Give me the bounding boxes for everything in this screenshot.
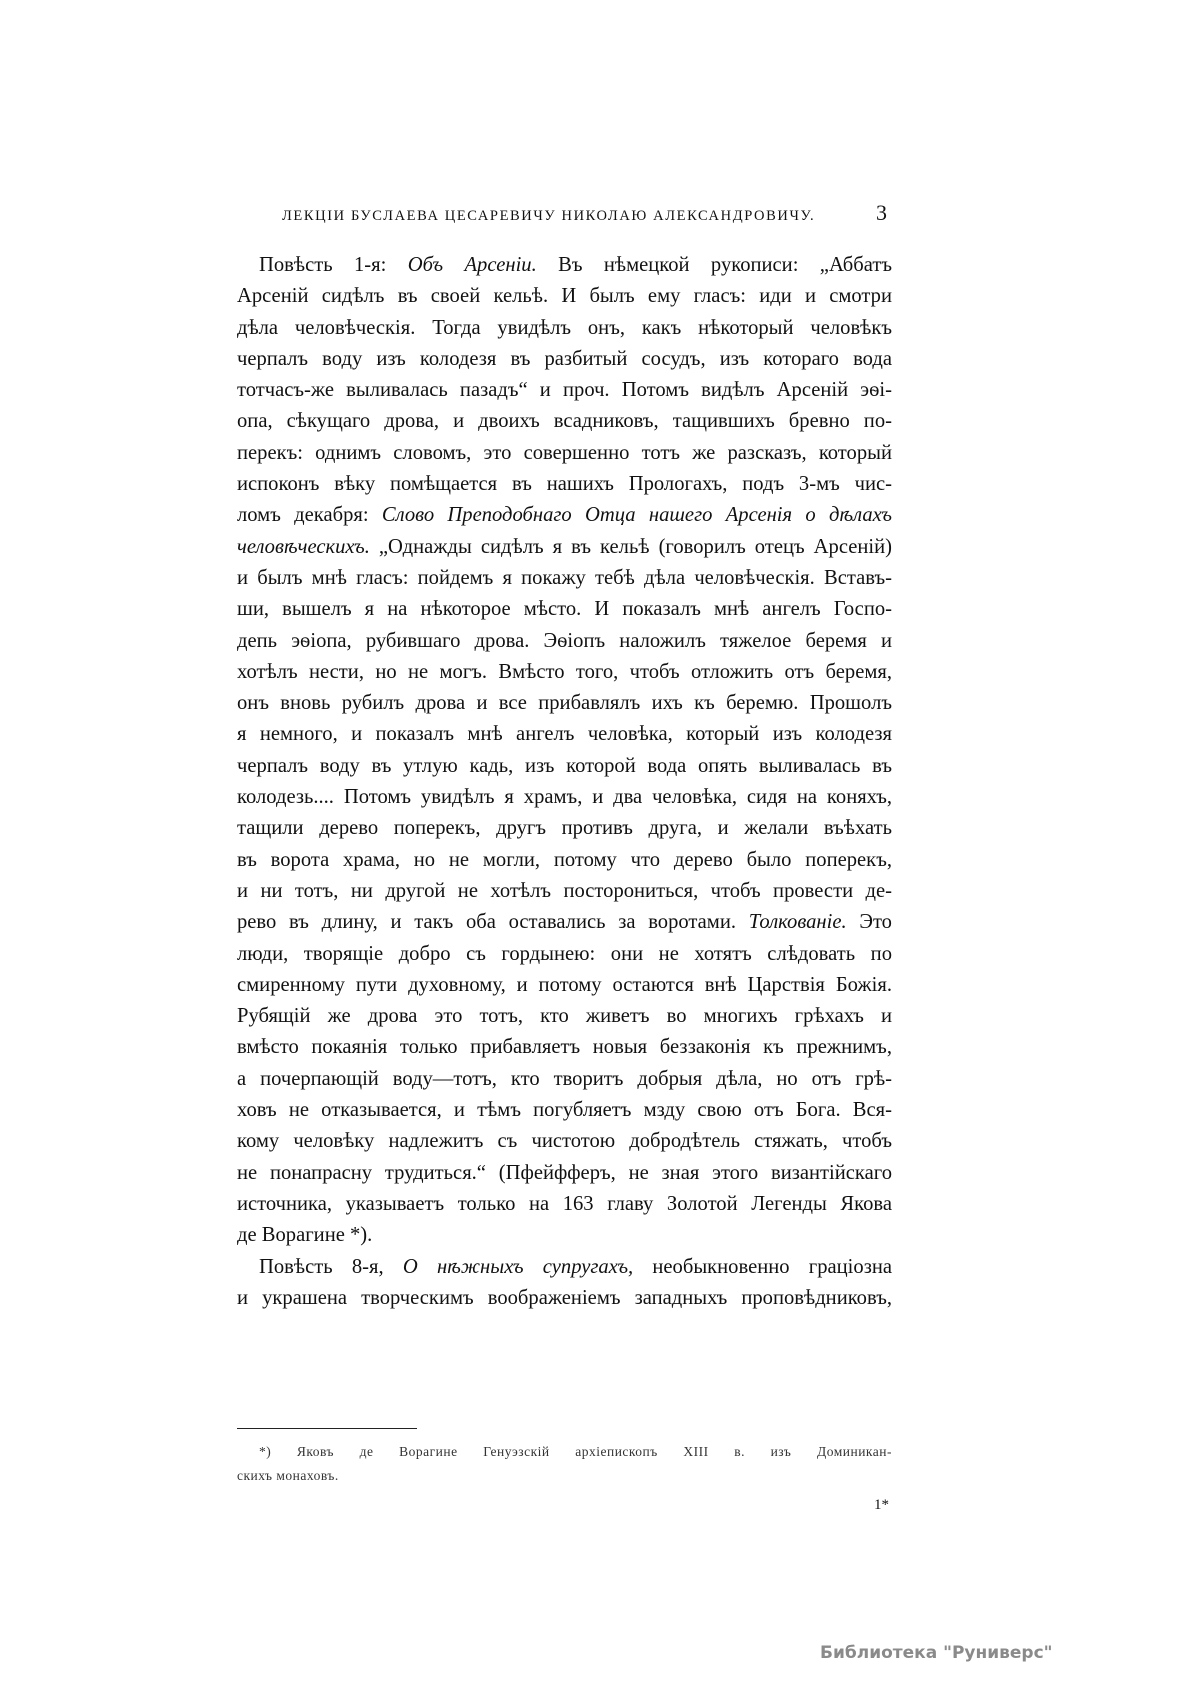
- text-line: [237, 1283, 892, 1314]
- text-line: [237, 907, 892, 938]
- line-text: а почерпающій воду—тотъ, кто творитъ добрыя дѣла, но отъ грѣ-: [237, 1067, 892, 1090]
- text-line: [237, 532, 892, 563]
- text-line: [237, 1189, 892, 1220]
- line-text: не понапрасну трудиться.“ (Пфейфферъ, не зная этого византійскаго: [237, 1161, 892, 1184]
- line-text: „Однажды сидѣлъ я въ кельѣ (говорилъ отецъ Арсеній): [369, 535, 892, 558]
- text-line: [237, 1126, 892, 1157]
- text-line: [237, 751, 892, 782]
- line-text: черпалъ воду въ утлую кадь, изъ которой вода опять выливалась въ: [237, 754, 892, 777]
- line-text: хотѣлъ нести, но не могъ. Вмѣсто того, чтобъ отложить отъ беремя,: [237, 660, 892, 683]
- text-line: [237, 1252, 892, 1283]
- line-text: необыкновенно граціозна: [633, 1255, 893, 1278]
- italic-title: человѣческихъ.: [237, 535, 370, 558]
- footnote: [237, 1440, 892, 1488]
- text-line: [237, 939, 892, 970]
- text-line: [237, 1220, 892, 1251]
- text-line: [237, 876, 892, 907]
- line-text: испоконъ вѣку помѣщается въ нашихъ Прологахъ, подъ 3-мъ чис-: [237, 473, 892, 496]
- line-text: ховъ не отказывается, и тѣмъ погубляетъ мзду свою отъ Бога. Вся-: [237, 1099, 892, 1122]
- text-line: [237, 375, 892, 406]
- text-line: [237, 1064, 892, 1095]
- line-text: Рубящій же дрова это тотъ, кто живетъ во многихъ грѣхахъ и: [237, 1005, 892, 1028]
- text-line: [237, 782, 892, 813]
- text-line: [237, 563, 892, 594]
- line-text: я немного, и показалъ мнѣ ангелъ человѣка, который изъ колодезя: [237, 723, 892, 746]
- text-line: [237, 469, 892, 500]
- line-text: онъ вновь рубилъ дрова и все прибавлялъ ихъ къ беремю. Прошолъ: [237, 692, 892, 715]
- line-text: Въ нѣмецкой рукописи: „Аббатъ: [536, 254, 892, 276]
- line-text: Повѣсть 8-я,: [259, 1255, 403, 1278]
- text-line: [237, 626, 892, 657]
- line-text: и украшена творческимъ воображеніемъ западныхъ проповѣдниковъ,: [237, 1286, 892, 1309]
- line-text: источника, указываетъ только на 163 главу Золотой Легенды Якова: [237, 1192, 892, 1215]
- line-text: депь эѳіопа, рубившаго дрова. Эѳіопъ наложилъ тяжелое беремя и: [237, 629, 892, 652]
- page-number: 3: [876, 200, 887, 225]
- footnote-line: *) Яковъ де Ворагине Генуэзскій архіепископъ XIII в. изъ Доминикан-: [259, 1444, 892, 1459]
- text-line: [237, 250, 892, 281]
- line-text: рево въ длину, и такъ оба оставались за воротами.: [237, 911, 749, 934]
- line-text: и ни тотъ, ни другой не хотѣлъ посторониться, чтобъ провести де-: [237, 879, 892, 902]
- line-text: люди, творящіе добро съ гордынею: они не хотятъ слѣдовать по: [237, 942, 892, 965]
- text-line: [237, 594, 892, 625]
- footnote-divider: [237, 1428, 417, 1429]
- library-watermark: Библиотека "Руниверс": [820, 1643, 1053, 1663]
- text-line: [237, 813, 892, 844]
- line-text: вмѣсто покаянія только прибавляетъ новыя беззаконія къ прежнимъ,: [237, 1036, 892, 1059]
- text-line: [237, 313, 892, 344]
- italic-title: Толкованіе.: [748, 911, 847, 934]
- line-text: и былъ мнѣ гласъ: пойдемъ я покажу тебѣ дѣла человѣческія. Вставъ-: [237, 566, 892, 589]
- line-text: ши, вышелъ я на нѣкоторое мѣсто. И показалъ мнѣ ангелъ Госпо-: [237, 598, 892, 621]
- line-text: ломъ декабря:: [237, 504, 382, 527]
- italic-title: О нѣжныхъ супругахъ,: [402, 1255, 634, 1278]
- text-line: [237, 438, 892, 469]
- text-line: [237, 1001, 892, 1032]
- italic-title: Слово Преподобнаго Отца нашего Арсенія о дѣлахъ: [381, 504, 892, 527]
- line-text: черпалъ воду изъ колодезя въ разбитый сосудъ, изъ котораго вода: [237, 347, 892, 370]
- italic-title: Объ Арсеніи.: [407, 254, 537, 276]
- text-line: [237, 406, 892, 437]
- line-text: тащили дерево поперекъ, другъ противъ друга, и желали въѣхать: [237, 817, 892, 840]
- line-text: дѣла человѣческія. Тогда увидѣлъ онъ, какъ нѣкоторый человѣкъ: [237, 316, 892, 339]
- line-text: де Ворагине *).: [237, 1224, 373, 1247]
- line-text: кому человѣку надлежитъ съ чистотою добродѣтель стяжать, чтобъ: [237, 1130, 892, 1153]
- text-line: [237, 688, 892, 719]
- line-text: колодезь.... Потомъ увидѣлъ я храмъ, и два человѣка, сидя на коняхъ,: [237, 786, 892, 809]
- line-text: Это: [846, 911, 892, 934]
- text-line: [237, 1032, 892, 1063]
- line-text: Повѣсть 1-я:: [259, 254, 408, 276]
- text-line: [237, 657, 892, 688]
- body-text: [237, 250, 892, 1314]
- text-line: [237, 970, 892, 1001]
- running-title: ЛЕКЦІИ БУСЛАЕВА ЦЕСАРЕВИЧУ НИКОЛАЮ АЛЕКСАНДРОВИЧУ.: [282, 208, 816, 224]
- line-text: смиренному пути духовному, и потому остаются внѣ Царствія Божія.: [237, 973, 892, 996]
- text-line: [237, 344, 892, 375]
- text-line: [237, 500, 892, 531]
- text-line: [237, 845, 892, 876]
- line-text: въ ворота храма, но не могли, потому что дерево было поперекъ,: [237, 848, 892, 871]
- text-line: [237, 281, 892, 312]
- line-text: Арсеній сидѣлъ въ своей кельѣ. И былъ ему гласъ: иди и смотри: [237, 285, 892, 308]
- text-line: [237, 1158, 892, 1189]
- footnote-line: скихъ монаховъ.: [237, 1468, 339, 1483]
- text-line: [237, 719, 892, 750]
- text-line: [237, 1095, 892, 1126]
- line-text: тотчасъ-же выливалась пазадъ“ и проч. Потомъ видѣлъ Арсеній эѳі-: [237, 379, 892, 402]
- line-text: опа, сѣкущаго дрова, и двоихъ всадниковъ, тащившихъ бревно по-: [237, 410, 892, 433]
- signature-mark: 1*: [874, 1497, 889, 1513]
- line-text: перекъ: однимъ словомъ, это совершенно тотъ же разсказъ, который: [237, 441, 892, 464]
